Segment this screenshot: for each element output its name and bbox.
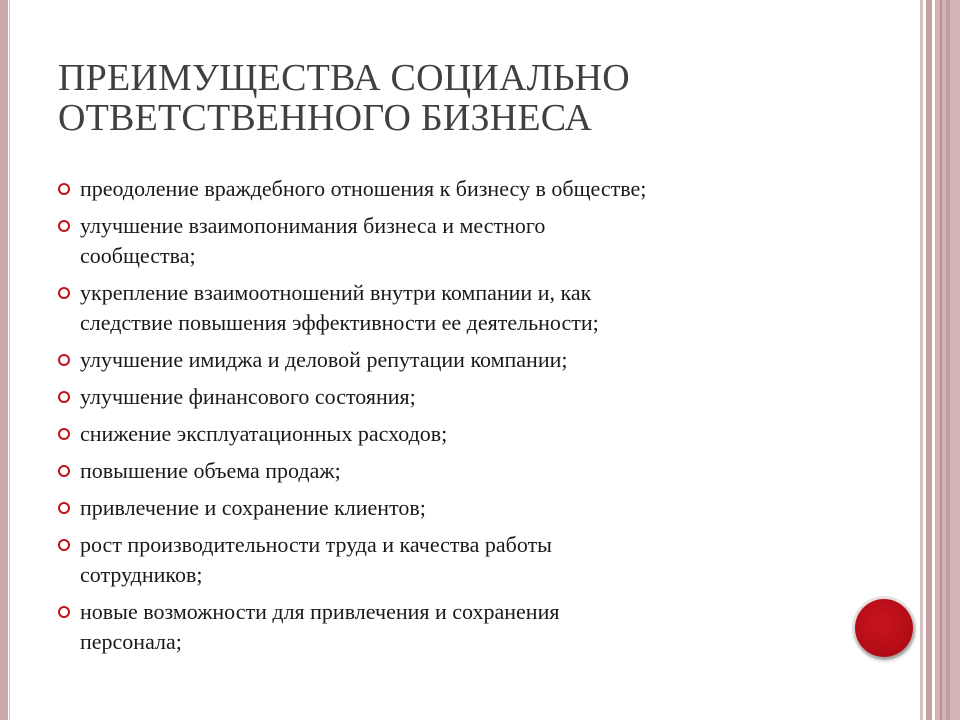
slide-title-line-1: ПРЕИМУЩЕСТВА СОЦИАЛЬНО <box>58 57 630 99</box>
list-item-text-line: новые возможности для привлечения и сохранения <box>80 599 560 624</box>
hollow-circle-icon <box>58 428 70 440</box>
hollow-circle-icon <box>58 287 70 299</box>
list-item-text-line: персонала; <box>80 629 182 654</box>
list-item <box>58 278 858 338</box>
hollow-circle-icon <box>58 465 70 477</box>
right-stripe-4 <box>940 0 942 720</box>
list-item-text-line: улучшение финансового состояния; <box>80 384 416 409</box>
list-item <box>58 456 858 486</box>
list-item <box>58 530 858 590</box>
list-item-text-line: сотрудников; <box>80 562 203 587</box>
list-item-text-line: улучшение имиджа и деловой репутации компании; <box>80 347 568 372</box>
list-item-text-line: преодоление враждебного отношения к бизнесу в обществе; <box>80 176 647 201</box>
hollow-circle-icon <box>58 606 70 618</box>
list-item <box>58 597 858 657</box>
list-item <box>58 382 858 412</box>
list-item-text-line: повышение объема продаж; <box>80 458 341 483</box>
list-item <box>58 419 858 449</box>
list-item-text-line: привлечение и сохранение клиентов; <box>80 495 426 520</box>
bullet-list <box>58 174 858 664</box>
list-item-text-line: снижение эксплуатационных расходов; <box>80 421 448 446</box>
slide-title-line-2: ОТВЕТСТВЕННОГО БИЗНЕСА <box>58 97 593 139</box>
hollow-circle-icon <box>58 539 70 551</box>
right-stripe-1 <box>920 0 923 720</box>
list-item-text-line: следствие повышения эффективности ее деятельности; <box>80 310 599 335</box>
slide-title <box>58 58 878 138</box>
left-border-decoration <box>0 0 8 720</box>
list-item-text-line: укрепление взаимоотношений внутри компании и, как <box>80 280 592 305</box>
right-stripe-2 <box>926 0 932 720</box>
hollow-circle-icon <box>58 354 70 366</box>
hollow-circle-icon <box>58 220 70 232</box>
red-circle-icon <box>855 599 913 657</box>
left-border-inner-line <box>9 0 10 720</box>
list-item <box>58 345 858 375</box>
list-item <box>58 211 858 271</box>
list-item <box>58 174 858 204</box>
right-stripe-5 <box>946 0 950 720</box>
list-item-text-line: сообщества; <box>80 243 196 268</box>
hollow-circle-icon <box>58 502 70 514</box>
list-item-text-line: рост производительности труда и качества работы <box>80 532 552 557</box>
list-item-text-line: улучшение взаимопонимания бизнеса и местного <box>80 213 546 238</box>
list-item <box>58 493 858 523</box>
hollow-circle-icon <box>58 391 70 403</box>
hollow-circle-icon <box>58 183 70 195</box>
